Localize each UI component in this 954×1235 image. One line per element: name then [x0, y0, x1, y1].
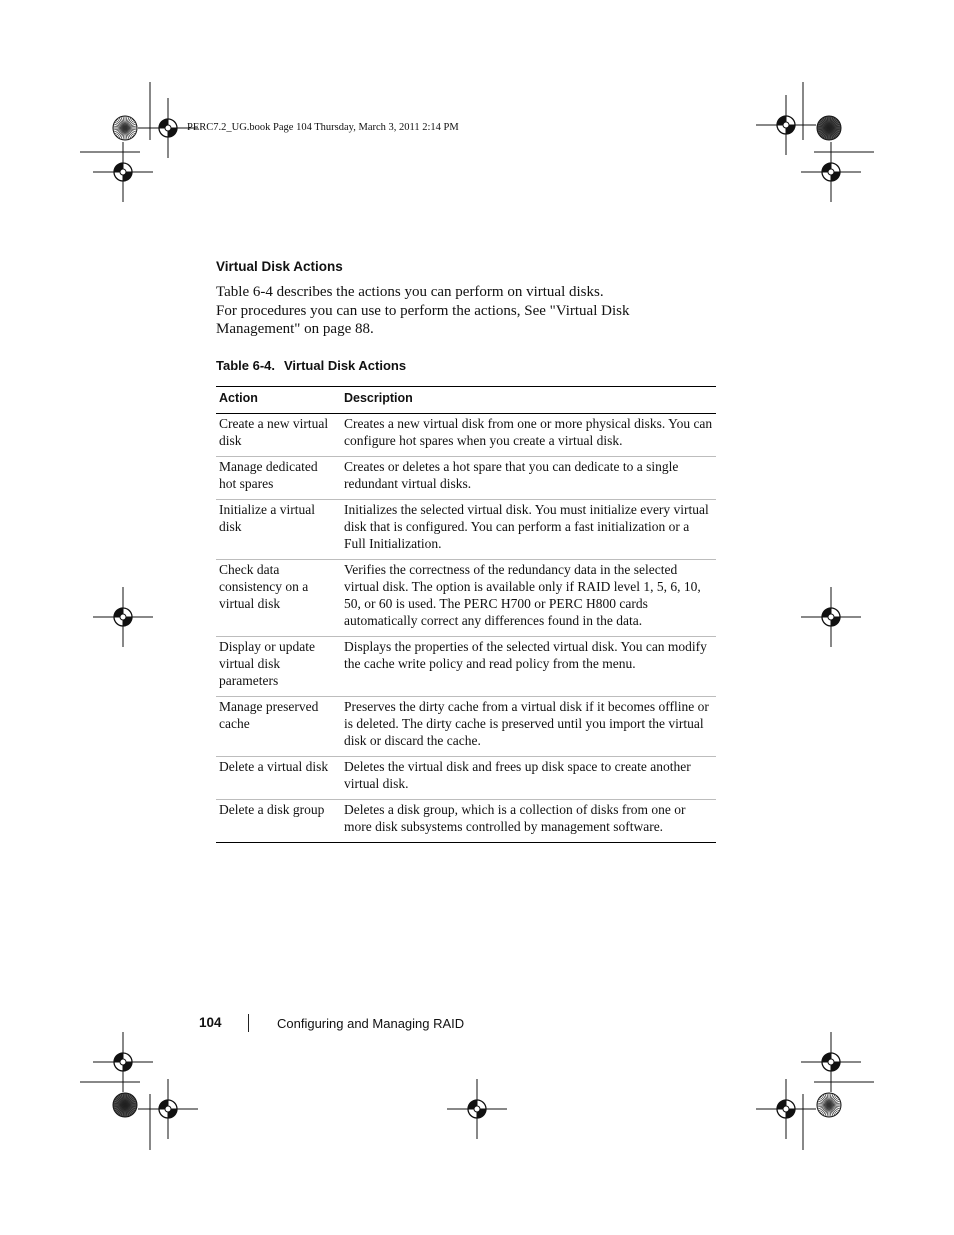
table-row [216, 800, 716, 843]
intro-paragraph-2: For procedures you can use to perform the actions, See "Virtual Disk Management" on page 88. [216, 302, 630, 337]
action-cell: Display or update virtual disk parameters [216, 637, 341, 697]
table-row [216, 637, 716, 697]
column-header-description: Description [341, 387, 716, 414]
action-cell: Initialize a virtual disk [216, 500, 341, 560]
action-cell: Delete a virtual disk [216, 757, 341, 800]
page-number: 104 [199, 1015, 222, 1030]
action-cell: Delete a disk group [216, 800, 341, 843]
table-caption [216, 358, 406, 373]
table-row [216, 500, 716, 560]
table-row [216, 697, 716, 757]
table-header-row [216, 387, 716, 414]
action-cell: Create a new virtual disk [216, 414, 341, 457]
table-row [216, 757, 716, 800]
description-cell: Preserves the dirty cache from a virtual disk if it becomes offline or is deleted. The dirty cache is preserved until you import the virtual disk or discard the cache. [341, 697, 716, 757]
registration-center [783, 122, 789, 128]
registration-center [828, 169, 834, 175]
intro-text [216, 283, 716, 339]
description-cell: Deletes a disk group, which is a collection of disks from one or more disk subsystems controlled by management software. [341, 800, 716, 843]
table-caption-title: Virtual Disk Actions [284, 358, 407, 373]
action-cell: Manage dedicated hot spares [216, 457, 341, 500]
registration-center [474, 1106, 480, 1112]
registration-center [783, 1106, 789, 1112]
intro-paragraph-1: Table 6-4 describes the actions you can perform on virtual disks. [216, 284, 604, 300]
action-cell: Manage preserved cache [216, 697, 341, 757]
description-cell: Initializes the selected virtual disk. You must initialize every virtual disk that is configured. You can perform a fast initialization or a Full Initialization. [341, 500, 716, 560]
section-heading: Virtual Disk Actions [216, 259, 343, 274]
table-row [216, 414, 716, 457]
table-caption-number: Table 6-4. [216, 358, 276, 373]
print-header-info: PERC7.2_UG.book Page 104 Thursday, March 3, 2011 2:14 PM [187, 122, 459, 133]
registration-center [165, 1106, 171, 1112]
column-header-action: Action [216, 387, 341, 414]
virtual-disk-actions-table [216, 386, 716, 843]
registration-center [828, 1059, 834, 1065]
chapter-title: Configuring and Managing RAID [277, 1016, 465, 1031]
description-cell: Deletes the virtual disk and frees up disk space to create another virtual disk. [341, 757, 716, 800]
table-body [216, 414, 716, 843]
action-cell: Check data consistency on a virtual disk [216, 560, 341, 637]
table-row [216, 457, 716, 500]
registration-center [120, 614, 126, 620]
table-row [216, 560, 716, 637]
footer-separator [248, 1014, 249, 1032]
description-cell: Creates a new virtual disk from one or more physical disks. You can configure hot spares when you create a virtual disk. [341, 414, 716, 457]
registration-center [828, 614, 834, 620]
registration-center [120, 169, 126, 175]
description-cell: Creates or deletes a hot spare that you can dedicate to a single redundant virtual disks. [341, 457, 716, 500]
registration-center [120, 1059, 126, 1065]
registration-center [165, 125, 171, 131]
description-cell: Displays the properties of the selected virtual disk. You can modify the cache write policy and read policy from the menu. [341, 637, 716, 697]
description-cell: Verifies the correctness of the redundancy data in the selected virtual disk. The option is available only if RAID level 1, 5, 6, 10, 50, or 60 is used. The PERC H700 or PERC H800 cards automatically correct any differences found in the data. [341, 560, 716, 637]
